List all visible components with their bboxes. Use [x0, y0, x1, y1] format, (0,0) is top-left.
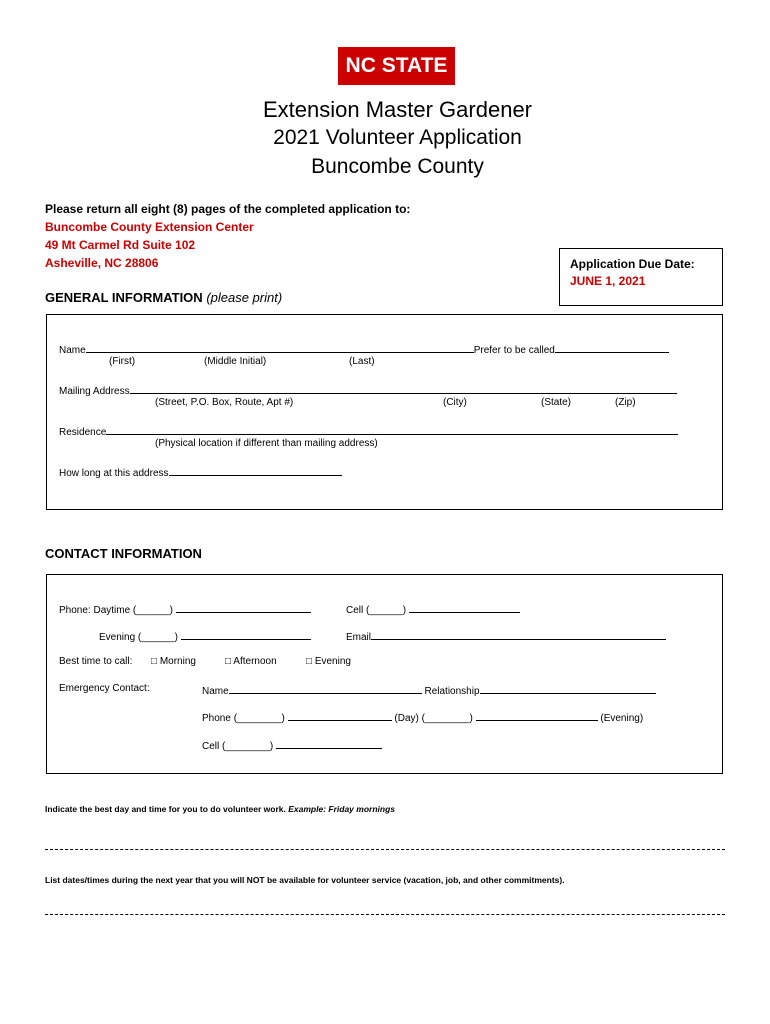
- name-row: [59, 342, 669, 356]
- checkbox-icon[interactable]: □: [225, 656, 232, 667]
- answer-line-1[interactable]: [45, 849, 725, 850]
- emergency-cell-field[interactable]: [276, 738, 382, 749]
- emergency-phone-row: [202, 710, 643, 724]
- zip-caption: (Zip): [615, 397, 636, 408]
- nc-state-logo: NC STATE: [338, 47, 455, 85]
- emergency-cell-label: Cell (________): [202, 741, 274, 752]
- daytime-phone-field[interactable]: [176, 602, 311, 613]
- mailing-label: Mailing Address: [59, 386, 130, 397]
- evening-phone-label: Evening (______): [99, 632, 178, 643]
- general-heading: [45, 290, 282, 305]
- evening-phone-field[interactable]: [181, 629, 311, 640]
- emergency-evening-phone-field[interactable]: [476, 710, 598, 721]
- application-title: 2021 Volunteer Application: [273, 126, 522, 149]
- contact-info-box: [46, 574, 723, 774]
- emergency-phone-area-2: (________): [421, 713, 473, 724]
- emergency-day-phone-field[interactable]: [288, 710, 392, 721]
- due-date-label: Application Due Date:: [570, 257, 695, 271]
- email-field[interactable]: [371, 629, 666, 640]
- emergency-name-row: [202, 683, 656, 697]
- emergency-phone-label: Phone (________): [202, 713, 285, 724]
- prefer-field[interactable]: [555, 342, 669, 353]
- return-instruction: Please return all eight (8) pages of the completed application to:: [45, 202, 411, 216]
- state-caption: (State): [541, 397, 572, 408]
- city-caption: (City): [443, 397, 467, 408]
- option-evening-label: Evening: [314, 656, 351, 667]
- physical-caption: (Physical location if different than mailing address): [155, 438, 378, 449]
- relationship-field[interactable]: [480, 683, 656, 694]
- how-long-row: [59, 465, 342, 479]
- question-volunteer-time: [45, 804, 395, 814]
- checkbox-icon[interactable]: □: [306, 656, 313, 667]
- emergency-name-field[interactable]: [229, 683, 422, 694]
- how-long-field[interactable]: [169, 465, 342, 476]
- residence-label: Residence: [59, 427, 107, 438]
- email-label: Email: [346, 632, 372, 643]
- emergency-label: Emergency Contact:: [59, 683, 150, 694]
- daytime-phone-label: Phone: Daytime (______): [59, 605, 173, 616]
- cell-field[interactable]: [409, 602, 520, 613]
- email-row: [346, 629, 666, 643]
- middle-caption: (Middle Initial): [204, 356, 267, 367]
- general-info-box: [46, 314, 723, 510]
- street-caption: (Street, P.O. Box, Route, Apt #): [155, 397, 294, 408]
- return-line-3: Asheville, NC 28806: [45, 256, 159, 270]
- program-title: Extension Master Gardener: [262, 97, 533, 122]
- general-heading-text: GENERAL INFORMATION: [45, 290, 203, 305]
- how-long-label: How long at this address: [59, 468, 169, 479]
- relationship-label: Relationship: [424, 686, 480, 697]
- emergency-cell-row: [202, 738, 382, 752]
- question-volunteer-time-example: Example: Friday mornings: [288, 804, 395, 814]
- county-title: Buncombe County: [311, 155, 484, 178]
- checkbox-icon[interactable]: □: [151, 656, 158, 667]
- option-evening[interactable]: [306, 656, 351, 667]
- due-date-box: [559, 248, 723, 306]
- daytime-phone-row: [59, 602, 311, 616]
- residence-field[interactable]: [106, 424, 678, 435]
- name-label: Name: [59, 345, 86, 356]
- cell-row: [346, 602, 520, 616]
- mailing-row: [59, 383, 677, 397]
- best-time-label: Best time to call:: [59, 656, 133, 667]
- return-line-2: 49 Mt Carmel Rd Suite 102: [45, 238, 196, 252]
- first-caption: (First): [109, 356, 136, 367]
- general-heading-note: (please print): [206, 290, 283, 305]
- option-morning-label: Morning: [159, 656, 196, 667]
- evening-phone-row: [99, 629, 311, 643]
- question-volunteer-time-text: Indicate the best day and time for you to do volunteer work.: [45, 804, 289, 814]
- prefer-label: Prefer to be called: [473, 345, 555, 356]
- option-afternoon[interactable]: [225, 656, 277, 667]
- contact-heading: CONTACT INFORMATION: [45, 546, 202, 561]
- mailing-field[interactable]: [130, 383, 677, 394]
- emergency-name-label: Name: [202, 686, 229, 697]
- evening-tag: (Evening): [600, 713, 644, 724]
- cell-label: Cell (______): [346, 605, 407, 616]
- due-date-value: JUNE 1, 2021: [570, 274, 646, 288]
- option-morning[interactable]: [151, 656, 196, 667]
- question-unavailable: List dates/times during the next year that you will NOT be available for volunteer service (vacation, job, and other commitments).: [45, 875, 565, 885]
- last-caption: (Last): [349, 356, 375, 367]
- day-tag: (Day): [394, 713, 419, 724]
- option-afternoon-label: Afternoon: [233, 656, 277, 667]
- answer-line-2[interactable]: [45, 914, 725, 915]
- name-field[interactable]: [86, 342, 474, 353]
- residence-row: [59, 424, 678, 438]
- return-line-1: Buncombe County Extension Center: [45, 220, 254, 234]
